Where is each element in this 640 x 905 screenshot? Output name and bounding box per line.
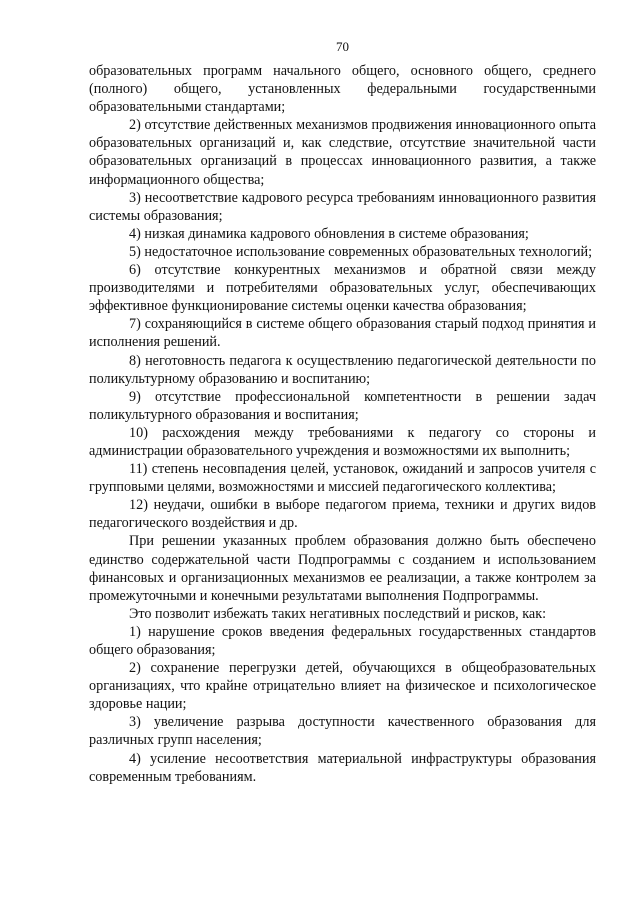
list-item-9: 9) отсутствие профессиональной компетентности в решении задач поликультурного образования и воспитания; <box>89 388 596 423</box>
solution-paragraph: При решении указанных проблем образования должно быть обеспечено единство содержательной части Подпрограммы с созданием и использованием финансовых и организационных механизмов ее реализации, а также контролем за промежуточными и конечными результатами выполнения Подпрограммы. <box>89 533 596 604</box>
risk-item-1: 1) нарушение сроков введения федеральных государственных стандартов общего образования; <box>89 623 596 658</box>
risk-item-3: 3) увеличение разрыва доступности качественного образования для различных групп населения; <box>89 714 596 749</box>
list-item-11: 11) степень несовпадения целей, установок, ожиданий и запросов учителя с групповыми целями, возможностями и миссией педагогического коллектива; <box>89 461 596 496</box>
list-item-2: 2) отсутствие действенных механизмов продвижения инновационного опыта образовательных организаций и, как следствие, отсутствие значительной части образовательных организаций в процессах инновационного развития, а также информационного общества; <box>89 117 596 188</box>
list-item-6: 6) отсутствие конкурентных механизмов и обратной связи между производителями и потребителями образовательных услуг, обеспечивающих эффективное функционирование системы оценки качества образования; <box>89 262 596 315</box>
risks-intro-paragraph: Это позволит избежать таких негативных последствий и рисков, как: <box>129 605 547 622</box>
list-item-12: 12) неудачи, ошибки в выборе педагогом приема, техники и других видов педагогического воздействия и др. <box>89 497 596 532</box>
list-item-5: 5) недостаточное использование современных образовательных технологий; <box>129 243 593 260</box>
risk-item-2: 2) сохранение перегрузки детей, обучающихся в общеобразовательных организациях, что крайне отрицательно влияет на физическое и психологическое здоровье нации; <box>89 660 596 713</box>
risk-item-4: 4) усиление несоответствия материальной инфраструктуры образования современным требованиям. <box>89 750 596 785</box>
page-number: 70 <box>336 39 349 54</box>
list-item-3: 3) несоответствие кадрового ресурса требованиям инновационного развития системы образования; <box>89 189 596 224</box>
list-item-10: 10) расхождения между требованиями к педагогу со стороны и администрации образовательного учреждения и возможностями их выполнить; <box>89 424 596 459</box>
list-item-7: 7) сохраняющийся в системе общего образования старый подход принятия и исполнения решений. <box>89 316 596 351</box>
paragraph-continuation: образовательных программ начального общего, основного общего, среднего (полного) общего, установленных федеральными государственными образовательными стандартами; <box>89 63 596 116</box>
list-item-4: 4) низкая динамика кадрового обновления в системе образования; <box>129 225 529 242</box>
list-item-8: 8) неготовность педагога к осуществлению педагогической деятельности по поликультурному образованию и воспитанию; <box>89 352 596 387</box>
document-page <box>89 38 596 786</box>
